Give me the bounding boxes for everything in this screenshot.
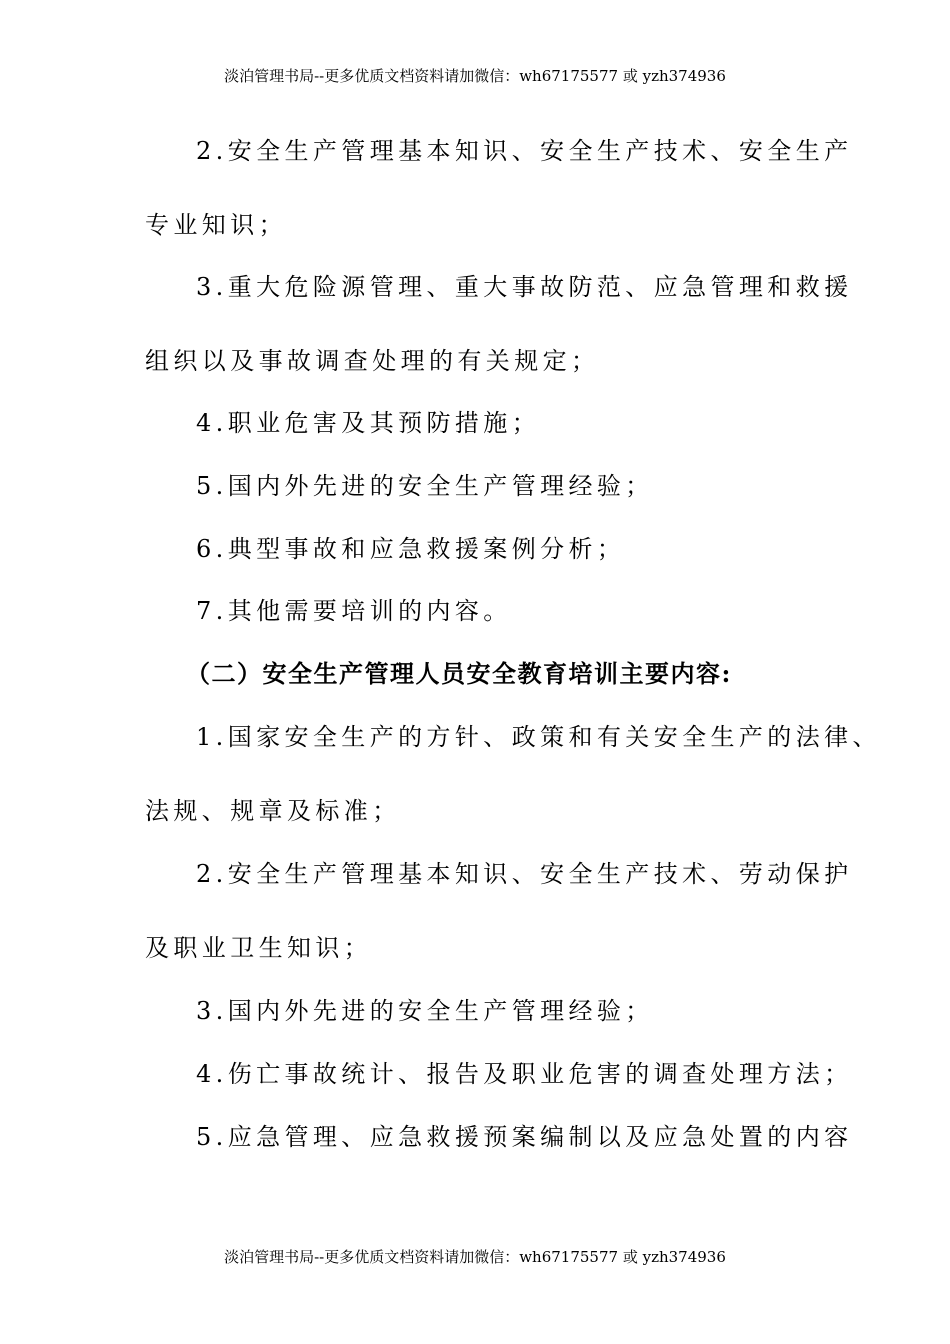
section1-item2-line1: 2.安全生产管理基本知识、安全生产技术、安全生产 (196, 137, 853, 165)
section1-item4: 4.职业危害及其预防措施； (196, 409, 541, 437)
section2-item1-line1: 1.国家安全生产的方针、政策和有关安全生产的法律、 (196, 723, 881, 751)
section2-item4: 4.伤亡事故统计、报告及职业危害的调查处理方法； (196, 1060, 853, 1088)
section1-item2-line2: 专业知识； (145, 211, 287, 239)
section1-item3-line1: 3.重大危险源管理、重大事故防范、应急管理和救援 (196, 273, 853, 301)
section2-item2-line1: 2.安全生产管理基本知识、安全生产技术、劳动保护 (196, 860, 853, 888)
page-footer: 淡泊管理书局--更多优质文档资料请加微信：wh67175577 或 yzh374936 (224, 1248, 726, 1266)
section2-item5: 5.应急管理、应急救援预案编制以及应急处置的内容 (196, 1123, 853, 1151)
section2-item3: 3.国内外先进的安全生产管理经验； (196, 997, 654, 1025)
section1-item6: 6.典型事故和应急救援案例分析； (196, 535, 626, 563)
section1-item7: 7.其他需要培训的内容。 (196, 597, 512, 625)
section1-item5: 5.国内外先进的安全生产管理经验； (196, 472, 654, 500)
section2-heading: （二）安全生产管理人员安全教育培训主要内容: (186, 659, 732, 688)
page-header: 淡泊管理书局--更多优质文档资料请加微信：wh67175577 或 yzh374936 (224, 67, 726, 85)
section1-item3-line2: 组织以及事故调查处理的有关规定； (145, 347, 600, 375)
section2-item1-line2: 法规、规章及标准； (145, 797, 401, 825)
section2-item2-line2: 及职业卫生知识； (145, 934, 373, 962)
